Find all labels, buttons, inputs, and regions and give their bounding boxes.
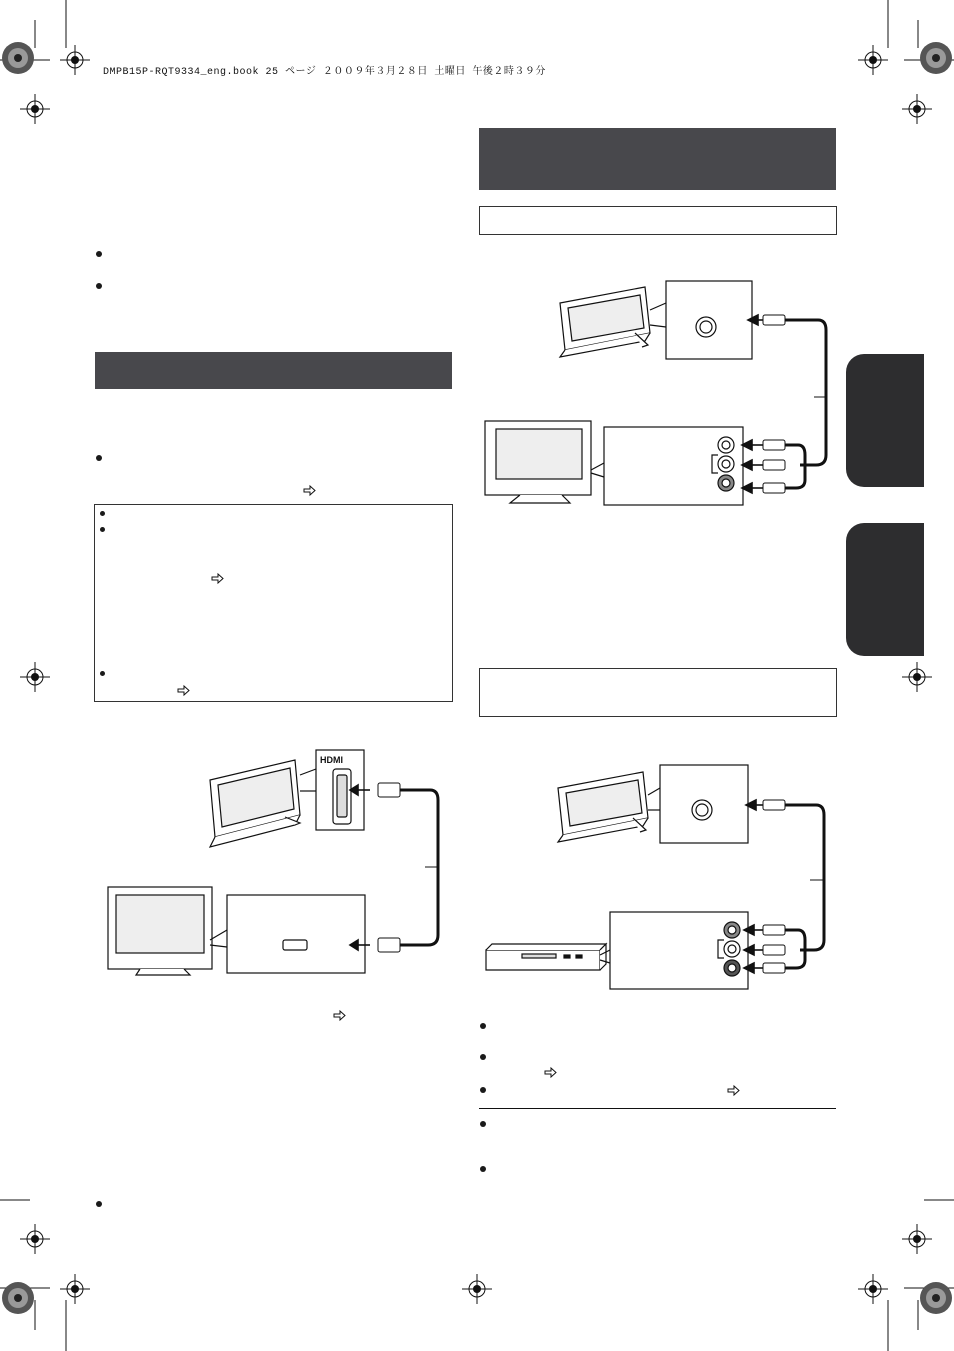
bullet-icon (100, 511, 105, 516)
bullet-icon (96, 455, 102, 461)
color-wheel-icon (918, 40, 954, 76)
subheading-box-2 (479, 668, 837, 717)
av-to-recorder-diagram (480, 760, 840, 1000)
notes-box (94, 504, 453, 702)
section-header-bar-right (479, 128, 836, 190)
bullet-icon (480, 1054, 486, 1060)
color-wheel-icon (0, 40, 36, 76)
bullet-icon (480, 1087, 486, 1093)
bullet-icon (100, 671, 105, 676)
reference-arrow-icon (178, 686, 190, 695)
registration-mark-icon (20, 662, 50, 692)
registration-mark-icon (858, 45, 888, 75)
color-wheel-icon (0, 1280, 36, 1316)
registration-mark-icon (462, 1274, 492, 1304)
reference-arrow-icon (728, 1086, 740, 1095)
reference-arrow-icon (545, 1068, 557, 1077)
bullet-icon (100, 527, 105, 532)
subheading-box-1 (479, 206, 837, 235)
divider (479, 1108, 836, 1109)
bullet-icon (96, 283, 102, 289)
reference-arrow-icon (304, 486, 316, 495)
print-header: DMPB15P-RQT9334_eng.book 25 ページ ２００９年３月２８日 土曜日 午後２時３９分 (103, 67, 546, 78)
hdmi-logo: HDMI (320, 755, 343, 765)
registration-mark-icon (20, 1224, 50, 1254)
hdmi-connection-diagram (100, 745, 460, 985)
bullet-icon (480, 1166, 486, 1172)
av-to-tv-diagram (480, 275, 840, 515)
registration-mark-icon (858, 1274, 888, 1304)
bullet-icon (96, 1201, 102, 1207)
registration-mark-icon (902, 1224, 932, 1254)
registration-mark-icon (60, 1274, 90, 1304)
registration-mark-icon (60, 45, 90, 75)
side-tab-lower (846, 523, 924, 656)
reference-arrow-icon (212, 574, 224, 583)
section-header-bar-left (95, 352, 452, 389)
bullet-icon (96, 251, 102, 257)
reference-arrow-icon (334, 1011, 346, 1020)
bullet-icon (480, 1121, 486, 1127)
registration-mark-icon (902, 662, 932, 692)
side-tab-upper (846, 354, 924, 487)
registration-mark-icon (902, 94, 932, 124)
registration-mark-icon (20, 94, 50, 124)
bullet-icon (480, 1023, 486, 1029)
color-wheel-icon (918, 1280, 954, 1316)
